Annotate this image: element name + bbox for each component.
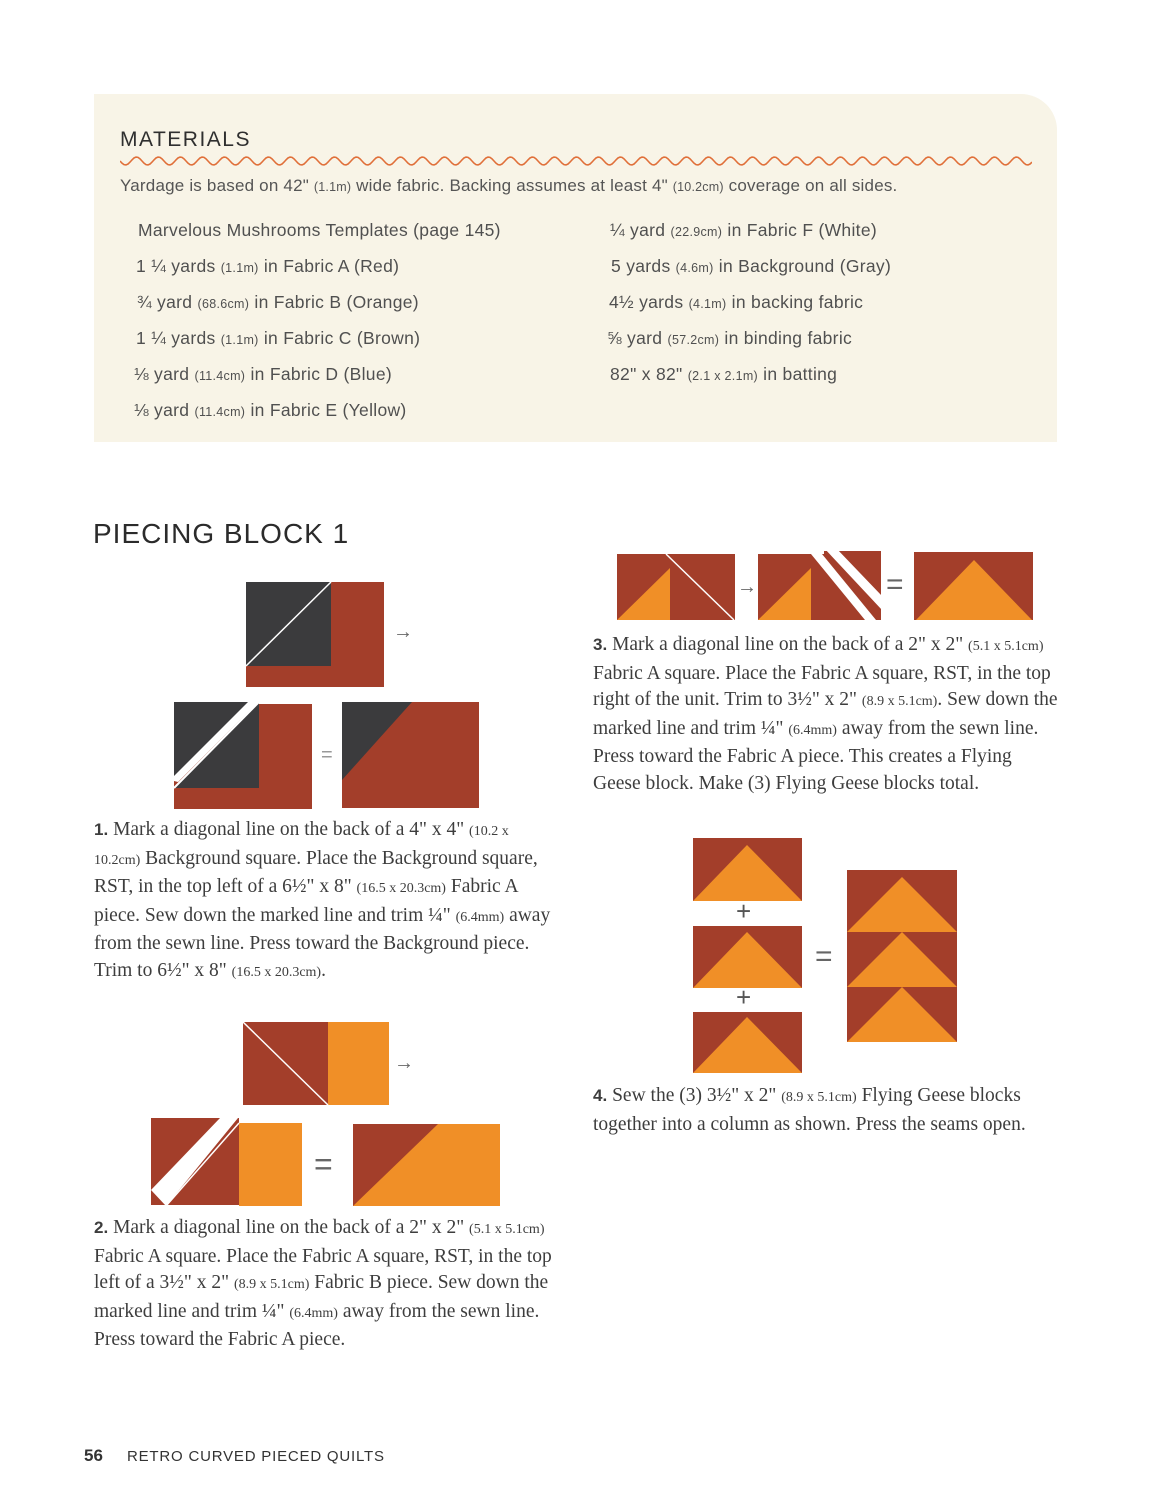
materials-item: 1 ¼ yards (1.1m) in Fabric A (Red): [136, 256, 400, 276]
equals-symbol: =: [314, 1146, 333, 1182]
step3-diagram: [614, 548, 1038, 628]
materials-item: ¾ yard (68.6cm) in Fabric B (Orange): [137, 292, 419, 312]
wavy-divider: [120, 154, 1032, 168]
materials-item: 4½ yards (4.1m) in backing fabric: [609, 292, 864, 312]
joined-column: [847, 870, 957, 1042]
materials-title: MATERIALS: [120, 128, 251, 151]
plus-symbol: +: [736, 982, 752, 1012]
page-number: 56: [84, 1446, 103, 1465]
step-2-text: 2. Mark a diagonal line on the back of a 2" x 2" (5.1 x 5.1cm) Fabric A square. Place the Fabric A square, RST, in the top left of a 3½" x 2" (8.9 x 5.1cm) Fabric B piece. Sew down the marked line and trim ¼" (6.4mm) away from the sewn line. Press toward the Fabric A piece.: [94, 1217, 552, 1351]
step-1-text: 1. Mark a diagonal line on the back of a 4" x 4" (10.2 x 10.2cm) Background square. Place the Background square, RST, in the top left of a 6½" x 8" (16.5 x 20.3cm) Fabric A piece. Sew down the marked line and trim ¼" (6.4mm) away from the sewn line. Press toward the Background piece. Trim to 6½" x 8" (16.5 x 20.3cm).: [94, 819, 551, 981]
step2-diagram: [148, 1018, 508, 1213]
equals-symbol: =: [815, 940, 833, 973]
intro-text-a: Yardage is based on 42": [120, 176, 309, 195]
plus-symbol: +: [736, 896, 752, 926]
step-number: 2.: [94, 1218, 109, 1237]
step-number: 3.: [593, 635, 608, 654]
materials-item: 5 yards (4.6m) in Background (Gray): [611, 256, 892, 276]
section-title: PIECING BLOCK 1: [93, 518, 350, 549]
wave-line: [120, 157, 1032, 165]
materials-intro: [120, 176, 897, 196]
step-number: 4.: [593, 1086, 608, 1105]
flying-geese-block: [693, 1012, 802, 1073]
step-3-text: 3. Mark a diagonal line on the back of a 2" x 2" (5.1 x 5.1cm) Fabric A square. Place the Fabric A square, RST, in the top right of the unit. Trim to 3½" x 2" (8.9 x 5.1cm). Sew down the marked line and trim ¼" (6.4mm) away from the sewn line. Press toward the Fabric A piece. This creates a Flying Geese block. Make (3) Flying Geese blocks total.: [593, 634, 1058, 794]
equals-symbol: =: [886, 568, 904, 601]
arrow-symbol: →: [394, 1052, 414, 1074]
flying-geese-block: [693, 926, 802, 988]
book-title: RETRO CURVED PIECED QUILTS: [127, 1448, 385, 1465]
intro-text-c: coverage on all sides.: [728, 176, 898, 195]
step-4-text: 4. Sew the (3) 3½" x 2" (8.9 x 5.1cm) Flying Geese blocks together into a column as shown. Press the seams open.: [593, 1085, 1026, 1135]
flying-geese-block: [693, 838, 802, 901]
arrow-symbol: →: [737, 576, 757, 598]
materials-item: Marvelous Mushrooms Templates (page 145): [138, 220, 501, 240]
materials-item: ⅛ yard (11.4cm) in Fabric D (Blue): [134, 364, 392, 384]
materials-item: 82" x 82" (2.1 x 2.1m) in batting: [610, 364, 838, 384]
materials-item: 1 ¼ yards (1.1m) in Fabric C (Brown): [136, 328, 421, 348]
materials-item: ¼ yard (22.9cm) in Fabric F (White): [610, 220, 877, 240]
intro-text-b: wide fabric. Backing assumes at least 4": [356, 176, 668, 195]
materials-item: ⅛ yard (11.4cm) in Fabric E (Yellow): [134, 400, 407, 420]
equals-symbol: =: [321, 744, 333, 766]
intro-metric-a: (1.1m): [313, 180, 352, 194]
intro-metric-b: (10.2cm): [672, 180, 724, 194]
step1-diagram: [170, 575, 490, 815]
arrow-symbol: →: [393, 621, 413, 643]
step-number: 1.: [94, 820, 109, 839]
materials-item: ⅝ yard (57.2cm) in binding fabric: [607, 328, 853, 348]
